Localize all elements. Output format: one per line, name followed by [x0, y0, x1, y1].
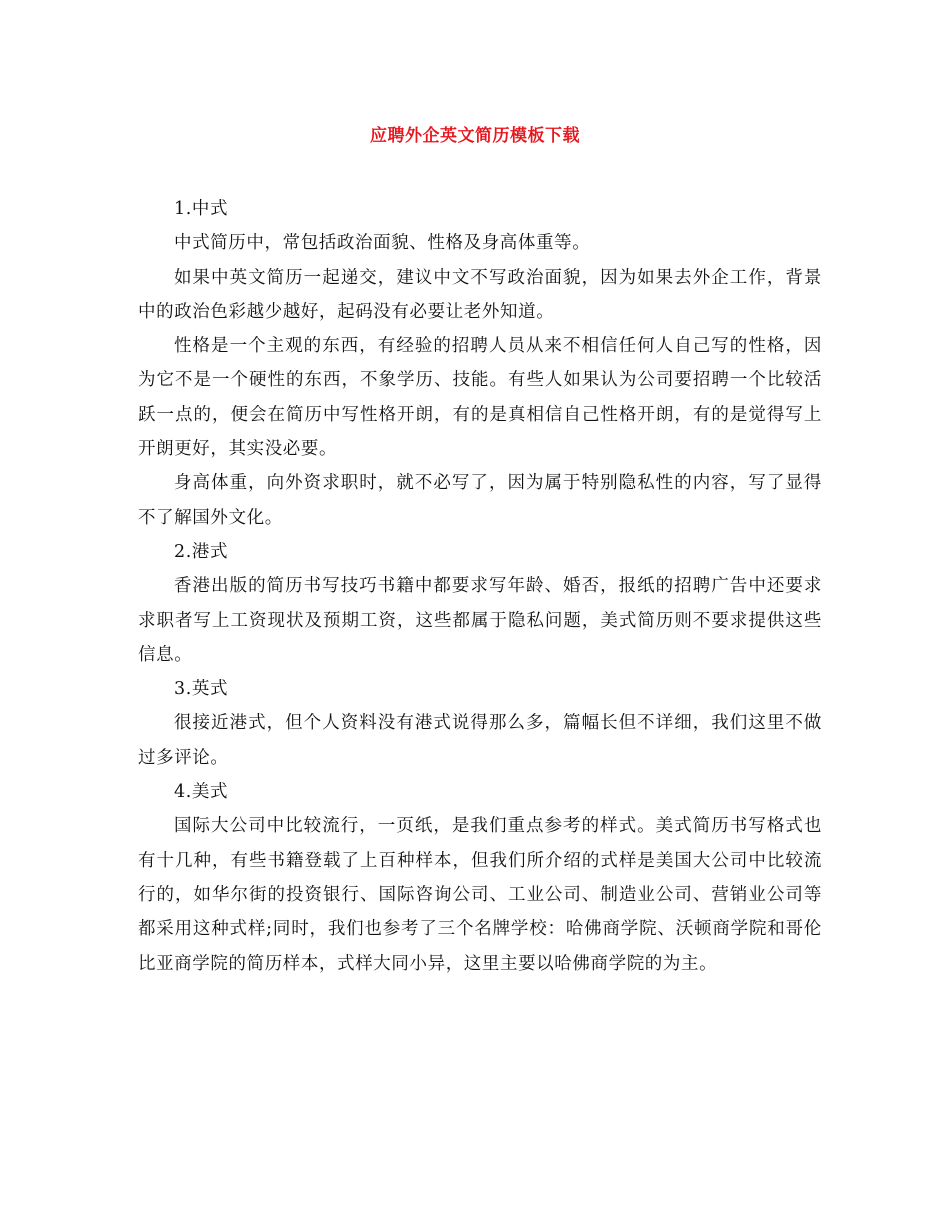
section-heading-us-style: 4.美式	[174, 782, 229, 803]
document-body	[138, 192, 822, 981]
document-title: 应聘外企英文简历模板下载	[370, 126, 580, 146]
paragraph: 很接近港式，但个人资料没有港式说得那么多，篇幅长但不详细，我们这里不做过多评论。	[138, 713, 822, 768]
paragraph: 国际大公司中比较流行，一页纸，是我们重点参考的样式。美式简历书写格式也有十几种，有些书籍登载了上百种样本，但我们所介绍的式样是美国大公司中比较流行的，如华尔街的投资银行、国际咨询公司、工业公司、制造业公司、营销业公司等都采用这种式样;同时，我们也参考了三个名牌学校：哈佛商学院、沃顿商学院和哥伦比亚商学院的简历样本，式样大同小异，这里主要以哈佛商学院的为主。	[138, 816, 822, 974]
paragraph: 中式简历中，常包括政治面貌、性格及身高体重等。	[174, 233, 591, 254]
section-heading-hk-style: 2.港式	[174, 541, 229, 562]
section-heading-chinese-style: 1.中式	[174, 199, 229, 219]
paragraph: 性格是一个主观的东西，有经验的招聘人员从来不相信任何人自己写的性格，因为它不是一个硬性的东西，不象学历、技能。有些人如果认为公司要招聘一个比较活跃一点的，便会在简历中写性格开朗，有的是真相信自己性格开朗，有的是觉得写上开朗更好，其实没必要。	[138, 336, 822, 460]
paragraph: 如果中英文简历一起递交，建议中文不写政治面貌，因为如果去外企工作，背景中的政治色彩越少越好，起码没有必要让老外知道。	[138, 267, 822, 322]
paragraph: 身高体重，向外资求职时，就不必写了，因为属于特别隐私性的内容，写了显得不了解国外文化。	[138, 473, 822, 528]
section-heading-uk-style: 3.英式	[174, 679, 229, 700]
paragraph: 香港出版的简历书写技巧书籍中都要求写年龄、婚否，报纸的招聘广告中还要求求职者写上工资现状及预期工资，这些都属于隐私问题，美式简历则不要求提供这些信息。	[138, 576, 822, 665]
